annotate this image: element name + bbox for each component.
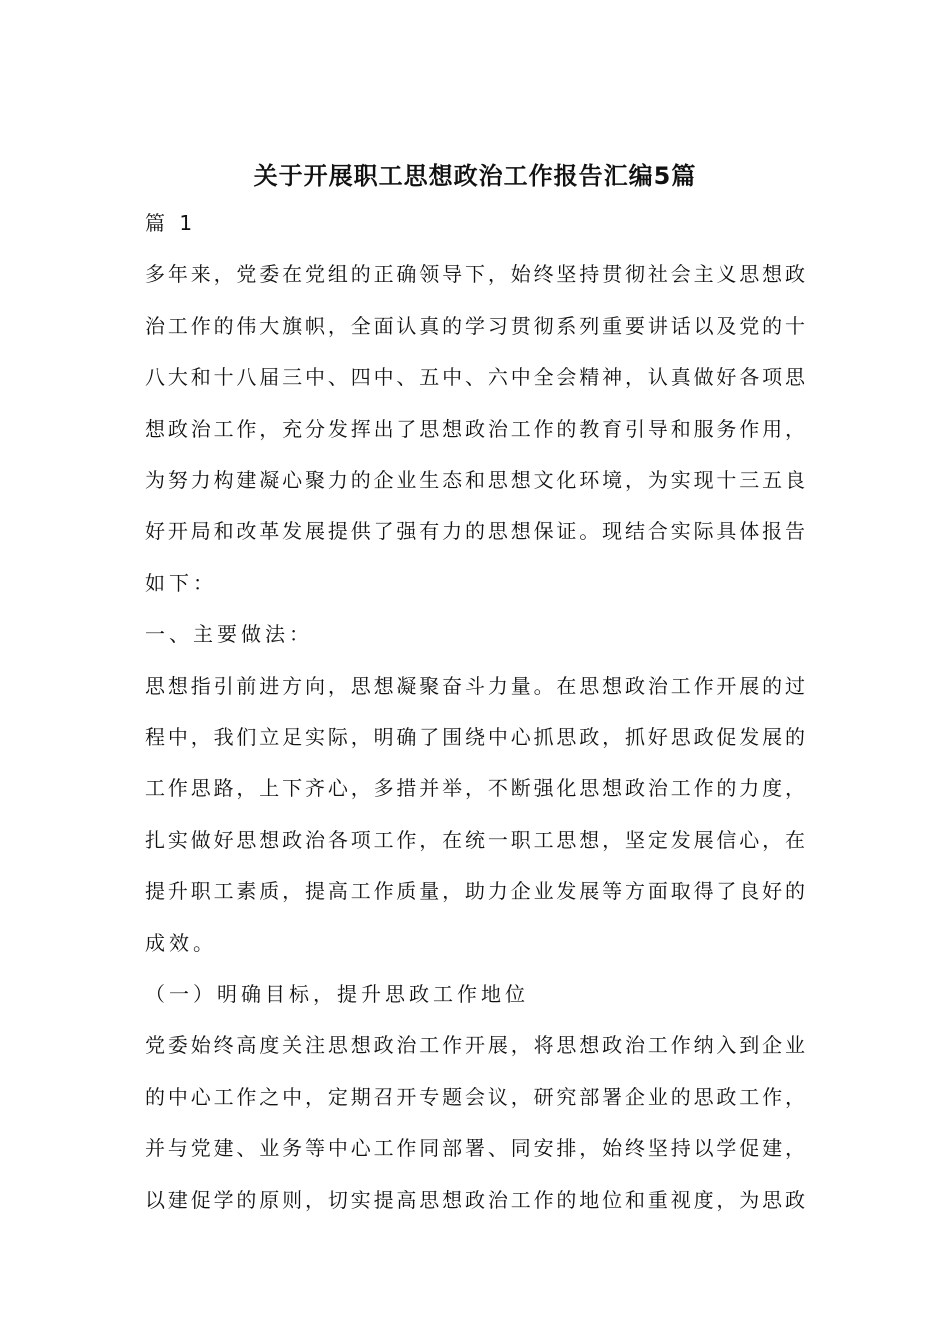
text-line: 并与党建、业务等中心工作同部署、同安排，始终坚持以学促建， <box>145 1136 805 1161</box>
text-line: 治工作的伟大旗帜，全面认真的学习贯彻系列重要讲话以及党的十 <box>145 313 805 338</box>
text-line: 成效。 <box>145 930 217 955</box>
text-line: 思想指引前进方向，思想凝聚奋斗力量。在思想政治工作开展的过 <box>145 673 805 698</box>
text-line: 想政治工作，充分发挥出了思想政治工作的教育引导和服务作用， <box>145 416 805 441</box>
text-line: 多年来，党委在党组的正确领导下，始终坚持贯彻社会主义思想政 <box>145 262 805 287</box>
text-line: （一）明确目标，提升思政工作地位 <box>145 982 529 1006</box>
text-line: 一、主要做法： <box>145 622 313 647</box>
text-line: 党委始终高度关注思想政治工作开展，将思想政治工作纳入到企业 <box>145 1033 805 1058</box>
text-line: 提升职工素质，提高工作质量，助力企业发展等方面取得了良好的 <box>145 879 805 904</box>
text-line: 程中，我们立足实际，明确了围绕中心抓思政，抓好思政促发展的 <box>145 725 805 749</box>
text-line: 为努力构建凝心聚力的企业生态和思想文化环境，为实现十三五良 <box>145 468 805 492</box>
text-line: 如下： <box>145 570 217 595</box>
document-title: 关于开展职工思想政治工作报告汇编5篇 <box>253 162 697 190</box>
text-line: 八大和十八届三中、四中、五中、六中全会精神，认真做好各项思 <box>145 365 805 390</box>
text-line: 好开局和改革发展提供了强有力的思想保证。现结合实际具体报告 <box>145 519 805 544</box>
text-line: 的中心工作之中，定期召开专题会议，研究部署企业的思政工作， <box>145 1084 805 1109</box>
text-line: 工作思路，上下齐心，多措并举，不断强化思想政治工作的力度， <box>145 776 805 801</box>
text-line: 以建促学的原则，切实提高思想政治工作的地位和重视度，为思政 <box>145 1187 805 1212</box>
text-line: 扎实做好思想政治各项工作，在统一职工思想，坚定发展信心，在 <box>145 827 805 852</box>
text-line: 篇 1 <box>145 211 197 235</box>
